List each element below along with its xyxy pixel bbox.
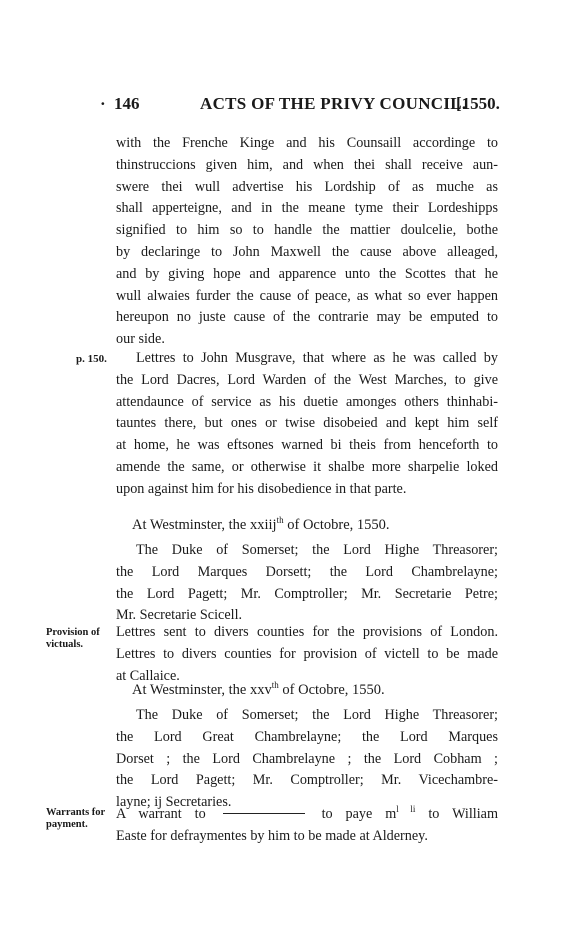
attendee-line: the Lord Great Chambrelayne; the Lord Marques bbox=[116, 728, 498, 745]
text-line: and by giving hope and apparence unto the Scottes that he bbox=[116, 265, 498, 282]
meeting-heading-sup: th bbox=[271, 680, 279, 690]
running-title: ACTS OF THE PRIVY COUNCIL. bbox=[200, 94, 467, 113]
meeting-heading-sup: th bbox=[276, 515, 284, 525]
text-line: attendaunce of service as his duetie amonges others thinhabi- bbox=[116, 393, 498, 410]
text-line: Easte for defraymentes by him to be made at Alderney. bbox=[116, 827, 428, 844]
text-line: the Lord Dacres, Lord Warden of the West Marches, to give bbox=[116, 371, 498, 388]
warrant-sup: l li bbox=[396, 804, 416, 814]
attendees-list-1 bbox=[116, 540, 498, 627]
attendee-line: Mr. Secretarie Scicell. bbox=[116, 607, 243, 624]
page-number: 146 bbox=[114, 94, 140, 113]
running-header bbox=[0, 94, 567, 114]
text-line: shall apperteigne, and in the meane tyme their Lordeshipps bbox=[116, 200, 498, 217]
warrant-end: to William bbox=[415, 806, 498, 822]
attendee-line: Dorset ; the Lord Chambrelayne ; the Lord Cobham ; bbox=[116, 750, 498, 767]
paragraph-musgrave bbox=[116, 348, 498, 501]
text-line: wull alwaies furder the cause of peace, as what so ever happen bbox=[116, 287, 498, 304]
text-line: by declaringe to John Maxwell the cause above alleaged, bbox=[116, 243, 498, 260]
page-reference: p. 150. bbox=[76, 353, 107, 365]
warrant-start: A warrant to bbox=[116, 806, 206, 822]
blank-line bbox=[223, 813, 305, 814]
meeting-heading-prefix: At Westminster, the xxiij bbox=[132, 517, 277, 533]
warrant-line bbox=[116, 804, 498, 826]
meeting-heading-suffix: of Octobre, 1550. bbox=[278, 682, 385, 698]
text-line: Lettres to divers counties for provision of victell to be made bbox=[116, 645, 498, 662]
running-year: [1550. bbox=[456, 94, 500, 113]
attendee-line: the Lord Pagett; Mr. Comptroller; Mr. Vicechambre- bbox=[116, 772, 498, 789]
text-line: upon against him for his disobedience in that parte. bbox=[116, 480, 407, 497]
text-line: Lettres to John Musgrave, that where as he was called by bbox=[136, 350, 498, 366]
warrant-mid: to paye m bbox=[321, 806, 397, 822]
paragraph-warrant bbox=[116, 804, 498, 848]
margin-note-provision: Provision of victuals. bbox=[46, 627, 100, 650]
attendee-line: layne; ij Secretaries. bbox=[116, 794, 232, 811]
text-line: with the Frenche Kinge and his Counsaill accordinge to bbox=[116, 135, 498, 151]
attendee-line: the Lord Pagett; Mr. Comptroller; Mr. Secretarie Petre; bbox=[116, 585, 498, 602]
text-line: at Callaice. bbox=[116, 667, 180, 684]
header-dot: · bbox=[100, 94, 106, 113]
attendee-line: the Lord Marques Dorsett; the Lord Chambrelayne; bbox=[116, 563, 498, 580]
meeting-heading-suffix: of Octobre, 1550. bbox=[283, 517, 390, 533]
attendees-list-2 bbox=[116, 705, 498, 814]
margin-note-warrants: Warrants for payment. bbox=[46, 807, 106, 830]
text-line: hereupon no juste cause of the contrarie may be emputed to bbox=[116, 309, 498, 326]
text-line: Lettres sent to divers counties for the provisions of London. bbox=[116, 624, 498, 640]
paragraph-french-king bbox=[116, 133, 498, 351]
text-line: our side. bbox=[116, 331, 165, 348]
attendee-line: The Duke of Somerset; the Lord Highe Threasorer; bbox=[136, 707, 498, 723]
meeting-heading-xxv bbox=[132, 682, 385, 699]
text-line: swere thei wull advertise his Lordship of as muche as bbox=[116, 178, 498, 195]
text-line: amende the same, or otherwise it shalbe more sharpelie loked bbox=[116, 458, 498, 475]
attendee-line: The Duke of Somerset; the Lord Highe Threasorer; bbox=[136, 542, 498, 558]
meeting-heading-xxiij bbox=[132, 517, 390, 534]
text-line: signified to him so to handle the mattier doulcelie, bothe bbox=[116, 222, 498, 239]
meeting-heading-prefix: At Westminster, the xxv bbox=[132, 682, 272, 698]
text-line: thinstruccions given him, and when thei shall receive aun- bbox=[116, 156, 498, 173]
paragraph-provisions bbox=[116, 622, 498, 687]
text-line: at home, he was eftsones warned bi theis from henceforth to bbox=[116, 437, 498, 454]
text-line: tauntes there, but ones or twise disobeied and kept him self bbox=[116, 415, 498, 432]
